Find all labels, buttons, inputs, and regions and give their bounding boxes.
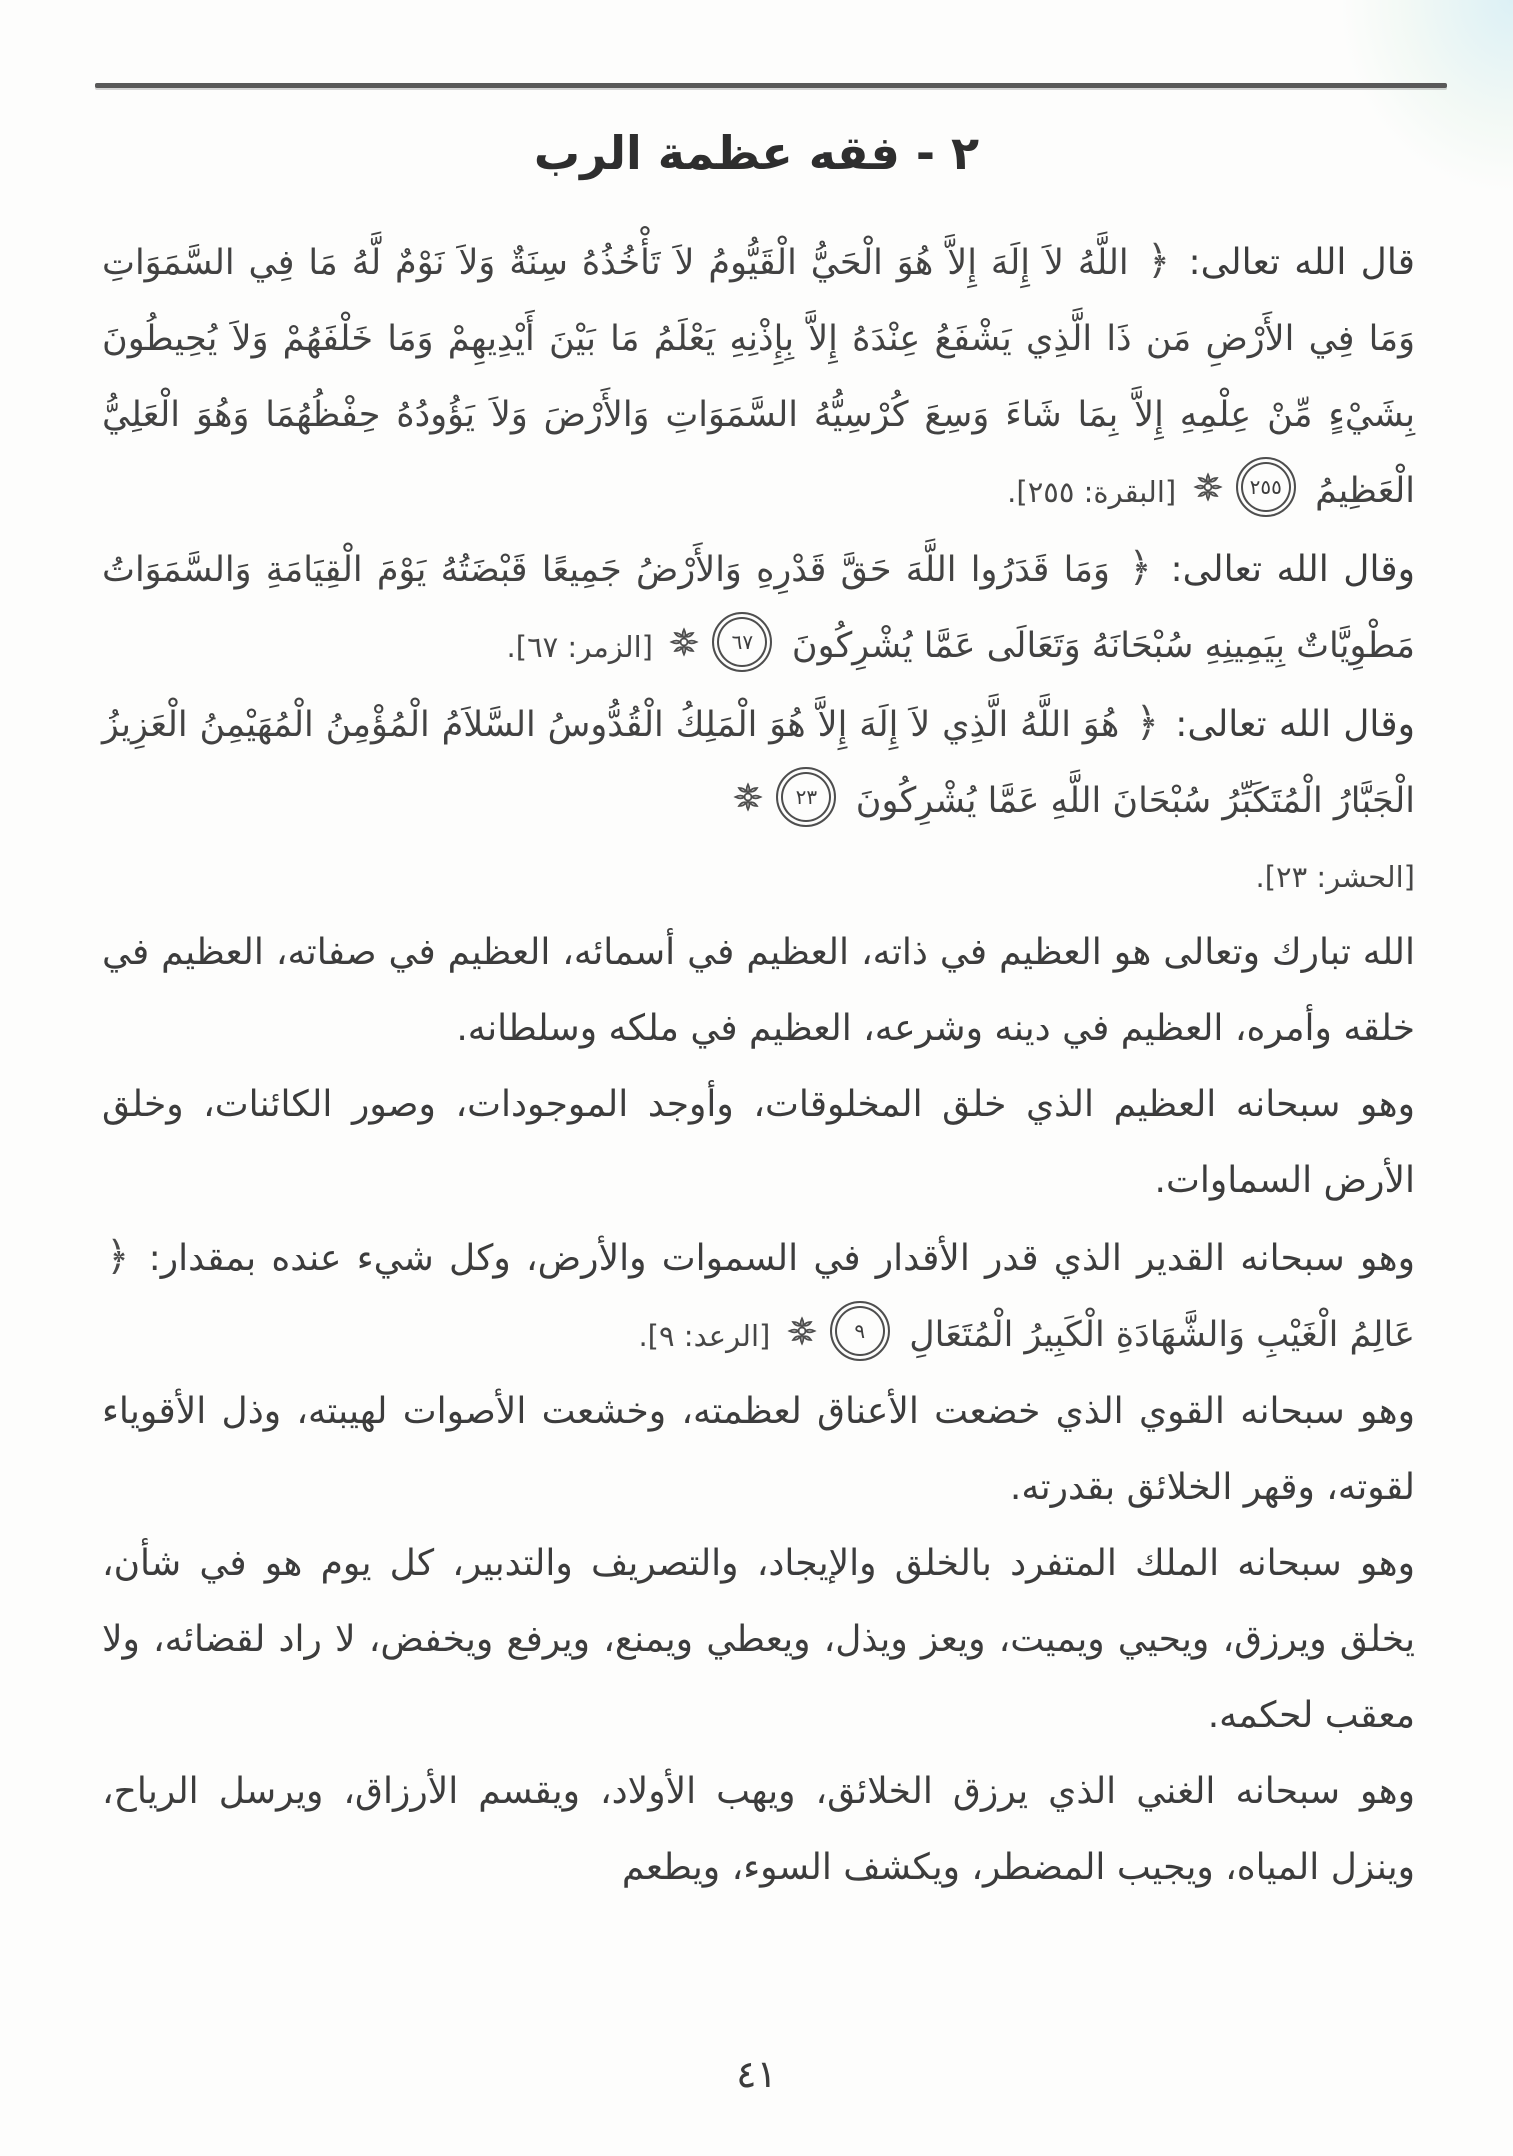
header-rule (95, 83, 1447, 88)
body-paragraph: وهو سبحانه العظيم الذي خلق المخلوقات، وأوجد الموجودات، وصور الكائنات، وخلق الأرض السماوات. (102, 1084, 1415, 1202)
page-number: ٤١ (736, 2052, 777, 2096)
quran-text: عَالِمُ الْغَيْبِ وَالشَّهَادَةِ الْكَبِيرُ الْمُتَعَالِ (909, 1315, 1415, 1356)
ayah-number: ٢٣ (795, 785, 818, 810)
quran-quote-zumar-67 (102, 530, 1415, 685)
page-content (102, 223, 1415, 1906)
ayah-number-medallion (712, 612, 772, 672)
verse-citation: [الزمر: ٦٧]. (506, 630, 653, 665)
rosette-ornament-icon (730, 779, 766, 815)
ayah-number: ٢٥٥ (1249, 475, 1282, 500)
quote-open-bracket: ﴿ (1146, 238, 1171, 285)
ayah-number-medallion (776, 767, 836, 827)
quran-text: اللَّهُ لاَ إِلَهَ إِلاَّ هُوَ الْحَيُّ الْقَيُّومُ لاَ تَأْخُذُهُ سِنَةٌ وَلاَ نَوْمٌ لَّهُ مَا فِي السَّمَوَاتِ وَمَا فِي الأَرْضِ مَن ذَا الَّذِي يَشْفَعُ عِنْدَهُ إِلاَّ بِإِذْنِهِ يَعْلَمُ مَا بَيْنَ أَيْدِيهِمْ وَمَا خَلْفَهُمْ وَلاَ يُحِيطُونَ بِشَيْءٍ مِّنْ عِلْمِهِ إِلاَّ بِمَا شَاءَ وَسِعَ كُرْسِيُّهُ السَّمَوَاتِ وَالأَرْضَ وَلاَ يَؤُودُهُ حِفْظُهُمَا وَهُوَ الْعَلِيُّ الْعَظِيمُ (102, 243, 1415, 512)
verse-citation: [الحشر: ٢٣]. (1255, 860, 1415, 895)
quote-open-bracket: ﴿ (1128, 545, 1152, 592)
ayah-number: ٦٧ (731, 630, 754, 655)
quote-intro: وقال الله تعالى: (1155, 549, 1416, 591)
body-paragraph: وهو سبحانه الغني الذي يرزق الخلائق، ويهب الأولاد، ويقسم الأرزاق، ويرسل الرياح، وينزل المياه، ويجيب المضطر، ويكشف السوء، ويطعم (102, 1771, 1415, 1889)
body-paragraph: الله تبارك وتعالى هو العظيم في ذاته، العظيم في أسمائه، العظيم في صفاته، العظيم في خلقه وأمره، العظيم في دينه وشرعه، العظيم في ملكه وسلطانه. (102, 932, 1415, 1050)
body-paragraph: وهو سبحانه الملك المتفرد بالخلق والإيجاد، والتصريف والتدبير، كل يوم هو في شأن، يخلق ويرزق، ويحيي ويميت، ويعز ويذل، ويعطي ويمنع، ويرفع ويخفض، لا راد لقضائه، ولا معقب لحكمه. (102, 1543, 1415, 1737)
page-title: ٢ - فقه عظمة الرب (533, 126, 980, 180)
quran-text: وَمَا قَدَرُوا اللَّهَ حَقَّ قَدْرِهِ وَالأَرْضُ جَمِيعًا قَبْضَتُهُ يَوْمَ الْقِيَامَةِ وَالسَّمَوَاتُ مَطْوِيَّاتٌ بِيَمِينِهِ سُبْحَانَهُ وَتَعَالَى عَمَّا يُشْرِكُونَ (102, 550, 1415, 667)
verse-citation: [الرعد: ٩]. (638, 1319, 771, 1354)
quote-intro: وقال الله تعالى: (1163, 704, 1415, 746)
rosette-ornament-icon (784, 1313, 820, 1349)
ayah-number-medallion (830, 1301, 890, 1361)
quran-quote-hashr-23 (102, 685, 1415, 915)
quran-quote-baqarah-255 (102, 223, 1415, 530)
ayah-number: ٩ (854, 1319, 866, 1344)
paragraph-lead: وهو سبحانه القدير الذي قدر الأقدار في السموات والأرض، وكل شيء عنده بمقدار: (133, 1238, 1415, 1280)
ayah-number-medallion (1236, 457, 1296, 517)
verse-citation: [البقرة: ٢٥٥]. (1007, 475, 1177, 510)
rosette-ornament-icon (1190, 469, 1226, 505)
body-paragraph-with-quote (102, 1219, 1415, 1374)
quote-intro: قال الله تعالى: (1174, 242, 1415, 284)
rosette-ornament-icon (666, 624, 702, 660)
body-paragraph: وهو سبحانه القوي الذي خضعت الأعناق لعظمته، وخشعت الأصوات لهيبته، وذل الأقوياء لقوته، وقهر الخلائق بقدرته. (102, 1391, 1415, 1509)
quote-open-bracket: ﴿ (106, 1234, 130, 1281)
quran-text: هُوَ اللَّهُ الَّذِي لاَ إِلَهَ إِلاَّ هُوَ الْمَلِكُ الْقُدُّوسُ السَّلاَمُ الْمُؤْمِنُ الْمُهَيْمِنُ الْعَزِيزُ الْجَبَّارُ الْمُتَكَبِّرُ سُبْحَانَ اللَّهِ عَمَّا يُشْرِكُونَ (102, 705, 1415, 822)
quote-open-bracket: ﴿ (1135, 700, 1159, 747)
